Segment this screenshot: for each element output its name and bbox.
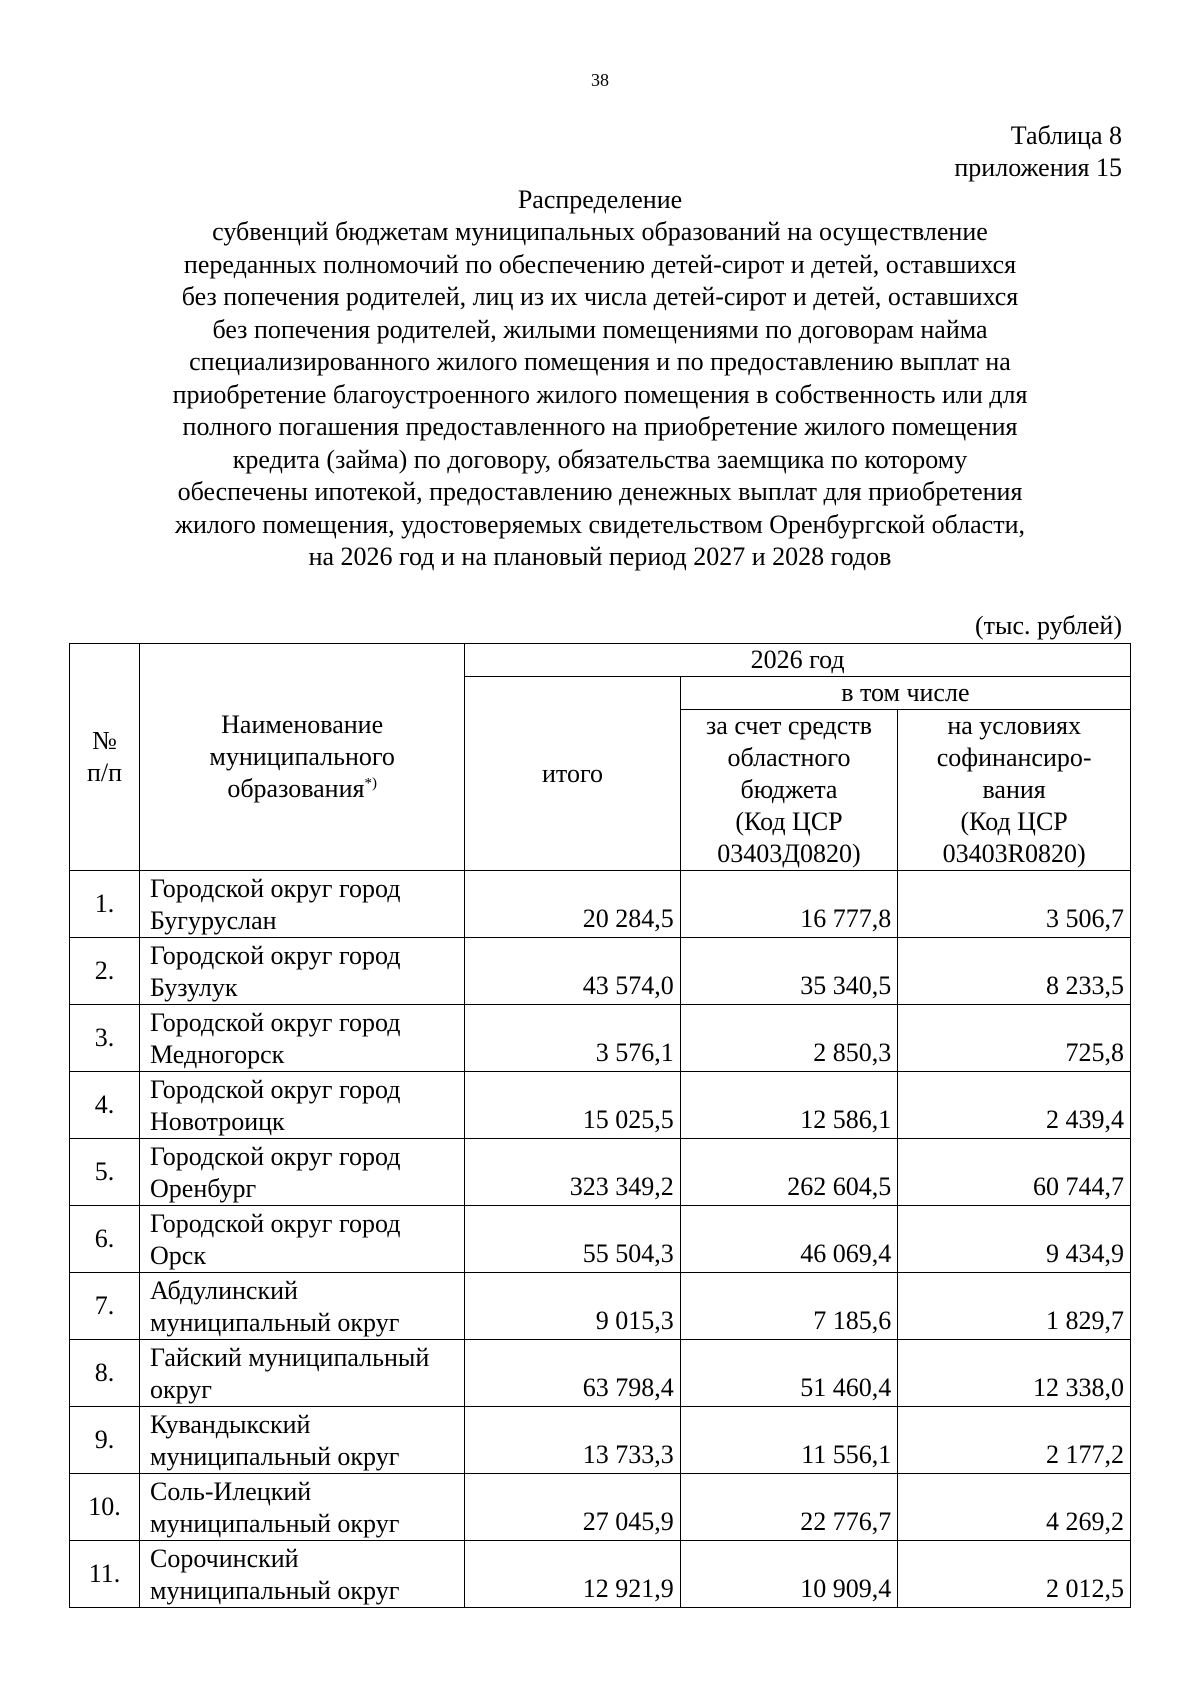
municipality-name-line: Городской округ город xyxy=(150,1008,401,1037)
header-municipality xyxy=(140,644,465,871)
cofinancing-value: 2 012,5 xyxy=(898,1541,1131,1608)
subtitle-line: на 2026 год и на плановый период 2027 и 2028 годов xyxy=(308,542,892,571)
municipality-name-line: Орск xyxy=(150,1241,206,1270)
table-reference xyxy=(954,120,1122,184)
header-regional-line: областного xyxy=(727,743,851,772)
table-row xyxy=(70,1005,1131,1072)
table-row xyxy=(70,1340,1131,1407)
total-value: 43 574,0 xyxy=(465,938,680,1005)
total-value: 55 504,3 xyxy=(465,1206,680,1273)
municipality-name xyxy=(140,1407,465,1474)
regional-value: 7 185,6 xyxy=(680,1273,898,1340)
header-regional-budget xyxy=(680,710,898,871)
total-value: 15 025,5 xyxy=(465,1072,680,1139)
municipality-name-line: Бугуруслан xyxy=(150,906,277,935)
row-number: 4. xyxy=(70,1072,140,1139)
row-number: 10. xyxy=(70,1474,140,1541)
municipality-name-line: муниципальный округ xyxy=(150,1509,400,1538)
municipality-name-line: муниципальный округ xyxy=(150,1442,400,1471)
row-number: 5. xyxy=(70,1139,140,1206)
municipality-name-line: округ xyxy=(150,1375,212,1404)
document-subtitle xyxy=(150,216,1050,574)
regional-value: 12 586,1 xyxy=(680,1072,898,1139)
header-total: итого xyxy=(465,677,680,871)
header-municipality-line xyxy=(140,773,464,805)
regional-value: 51 460,4 xyxy=(680,1340,898,1407)
row-number: 3. xyxy=(70,1005,140,1072)
municipality-name-line: муниципальный округ xyxy=(150,1308,400,1337)
table-row xyxy=(70,871,1131,938)
municipality-name-line: Оренбург xyxy=(150,1174,257,1203)
regional-value: 46 069,4 xyxy=(680,1206,898,1273)
header-regional-line: 03403Д0820) xyxy=(717,839,861,868)
header-cofinancing xyxy=(898,710,1131,871)
municipality-name-line: Городской округ город xyxy=(150,941,401,970)
municipality-name xyxy=(140,1072,465,1139)
municipality-name-line: Новотроицк xyxy=(150,1107,285,1136)
subtitle-line: обеспечены ипотекой, предоставлению денежных выплат для приобретения xyxy=(177,477,1023,506)
municipality-name-line: Соль-Илецкий xyxy=(150,1477,312,1506)
header-number xyxy=(70,644,140,871)
cofinancing-value: 8 233,5 xyxy=(898,938,1131,1005)
municipality-name-line: Гайский муниципальный xyxy=(150,1343,430,1372)
municipality-name-line: Городской округ город xyxy=(150,1142,401,1171)
cofinancing-value: 2 439,4 xyxy=(898,1072,1131,1139)
regional-value: 10 909,4 xyxy=(680,1541,898,1608)
table-row xyxy=(70,1139,1131,1206)
municipality-name xyxy=(140,1005,465,1072)
cofinancing-value: 60 744,7 xyxy=(898,1139,1131,1206)
header-cofinancing-line: вания xyxy=(982,775,1046,804)
header-municipality-line: Наименование xyxy=(221,710,384,739)
subtitle-line: специализированного жилого помещения и по предоставлению выплат на xyxy=(189,347,1011,376)
row-number: 1. xyxy=(70,871,140,938)
cofinancing-value: 2 177,2 xyxy=(898,1407,1131,1474)
subtitle-line: кредита (займа) по договору, обязательства заемщика по которому xyxy=(232,444,968,474)
table-row xyxy=(70,1407,1131,1474)
header-including: в том числе xyxy=(680,677,1130,710)
table-row xyxy=(70,938,1131,1005)
row-number: 7. xyxy=(70,1273,140,1340)
municipality-name xyxy=(140,1273,465,1340)
regional-value: 262 604,5 xyxy=(680,1139,898,1206)
header-regional-line: за счет средств xyxy=(706,711,872,740)
header-year: 2026 год xyxy=(465,644,1131,677)
municipality-name-line: муниципальный округ xyxy=(150,1576,400,1605)
total-value: 20 284,5 xyxy=(465,871,680,938)
regional-value: 35 340,5 xyxy=(680,938,898,1005)
header-regional-line: бюджета xyxy=(740,775,838,804)
footnote-marker: *) xyxy=(364,775,377,792)
municipality-name-line: Сорочинский xyxy=(150,1544,299,1573)
cofinancing-value: 9 434,9 xyxy=(898,1206,1131,1273)
header-number-line: п/п xyxy=(86,758,123,787)
row-number: 6. xyxy=(70,1206,140,1273)
table-row xyxy=(70,1474,1131,1541)
row-number: 9. xyxy=(70,1407,140,1474)
subtitle-line: приобретение благоустроенного жилого помещения в собственность или для xyxy=(172,379,1028,409)
subtitle-line: полного погашения предоставленного на приобретение жилого помещения xyxy=(182,412,1018,441)
header-cofinancing-line: (Код ЦСР xyxy=(960,807,1068,836)
header-cofinancing-line: на условиях xyxy=(947,711,1081,740)
subtitle-line: жилого помещения, удостоверяемых свидетельством Оренбургской области, xyxy=(174,509,1025,539)
regional-value: 2 850,3 xyxy=(680,1005,898,1072)
units-label: (тыс. рублей) xyxy=(974,611,1122,640)
municipality-name-line: Городской округ город xyxy=(150,1209,401,1238)
subtitle-line: без попечения родителей, лиц из их числа детей-сирот и детей, оставшихся xyxy=(181,282,1019,311)
municipality-name-line: Кувандыкский xyxy=(150,1410,311,1439)
regional-value: 16 777,8 xyxy=(680,871,898,938)
table-row xyxy=(70,1541,1131,1608)
row-number: 2. xyxy=(70,938,140,1005)
page-number: 38 xyxy=(591,70,609,90)
table-reference-line: Таблица 8 xyxy=(1010,121,1122,150)
table-row xyxy=(70,1206,1131,1273)
total-value: 12 921,9 xyxy=(465,1541,680,1608)
header-municipality-text: образования xyxy=(227,774,365,803)
table-row xyxy=(70,1072,1131,1139)
subtitle-line: без попечения родителей, жилыми помещениями по договорам найма xyxy=(212,314,988,344)
municipality-name xyxy=(140,938,465,1005)
cofinancing-value: 1 829,7 xyxy=(898,1273,1131,1340)
cofinancing-value: 3 506,7 xyxy=(898,871,1131,938)
municipality-name-line: Городской округ город xyxy=(150,874,401,903)
municipality-name-line: Бузулук xyxy=(150,973,238,1002)
row-number: 11. xyxy=(70,1541,140,1608)
total-value: 323 349,2 xyxy=(465,1139,680,1206)
header-number-line: № xyxy=(92,726,117,755)
header-regional-line: (Код ЦСР xyxy=(735,807,843,836)
municipality-name xyxy=(140,1206,465,1273)
municipality-name-line: Городской округ город xyxy=(150,1075,401,1104)
cofinancing-value: 725,8 xyxy=(898,1005,1131,1072)
row-number: 8. xyxy=(70,1340,140,1407)
header-municipality-line: муниципального xyxy=(209,742,395,771)
table-row xyxy=(70,1273,1131,1340)
subvention-table xyxy=(69,643,1131,1608)
subtitle-line: субвенций бюджетам муниципальных образований на осуществление xyxy=(212,217,988,246)
cofinancing-value: 12 338,0 xyxy=(898,1340,1131,1407)
municipality-name xyxy=(140,871,465,938)
total-value: 13 733,3 xyxy=(465,1407,680,1474)
table-reference-line: приложения 15 xyxy=(954,153,1122,182)
total-value: 9 015,3 xyxy=(465,1273,680,1340)
header-cofinancing-line: 03403R0820) xyxy=(942,839,1086,868)
regional-value: 22 776,7 xyxy=(680,1474,898,1541)
municipality-name xyxy=(140,1340,465,1407)
municipality-name xyxy=(140,1474,465,1541)
municipality-name xyxy=(140,1541,465,1608)
total-value: 27 045,9 xyxy=(465,1474,680,1541)
total-value: 63 798,4 xyxy=(465,1340,680,1407)
municipality-name xyxy=(140,1139,465,1206)
municipality-name-line: Медногорск xyxy=(150,1040,285,1069)
regional-value: 11 556,1 xyxy=(680,1407,898,1474)
subtitle-line: переданных полномочий по обеспечению детей-сирот и детей, оставшихся xyxy=(183,249,1017,279)
municipality-name-line: Абдулинский xyxy=(150,1276,298,1305)
cofinancing-value: 4 269,2 xyxy=(898,1474,1131,1541)
total-value: 3 576,1 xyxy=(465,1005,680,1072)
header-cofinancing-line: софинансиро- xyxy=(936,743,1092,772)
document-title: Распределение xyxy=(517,185,683,214)
